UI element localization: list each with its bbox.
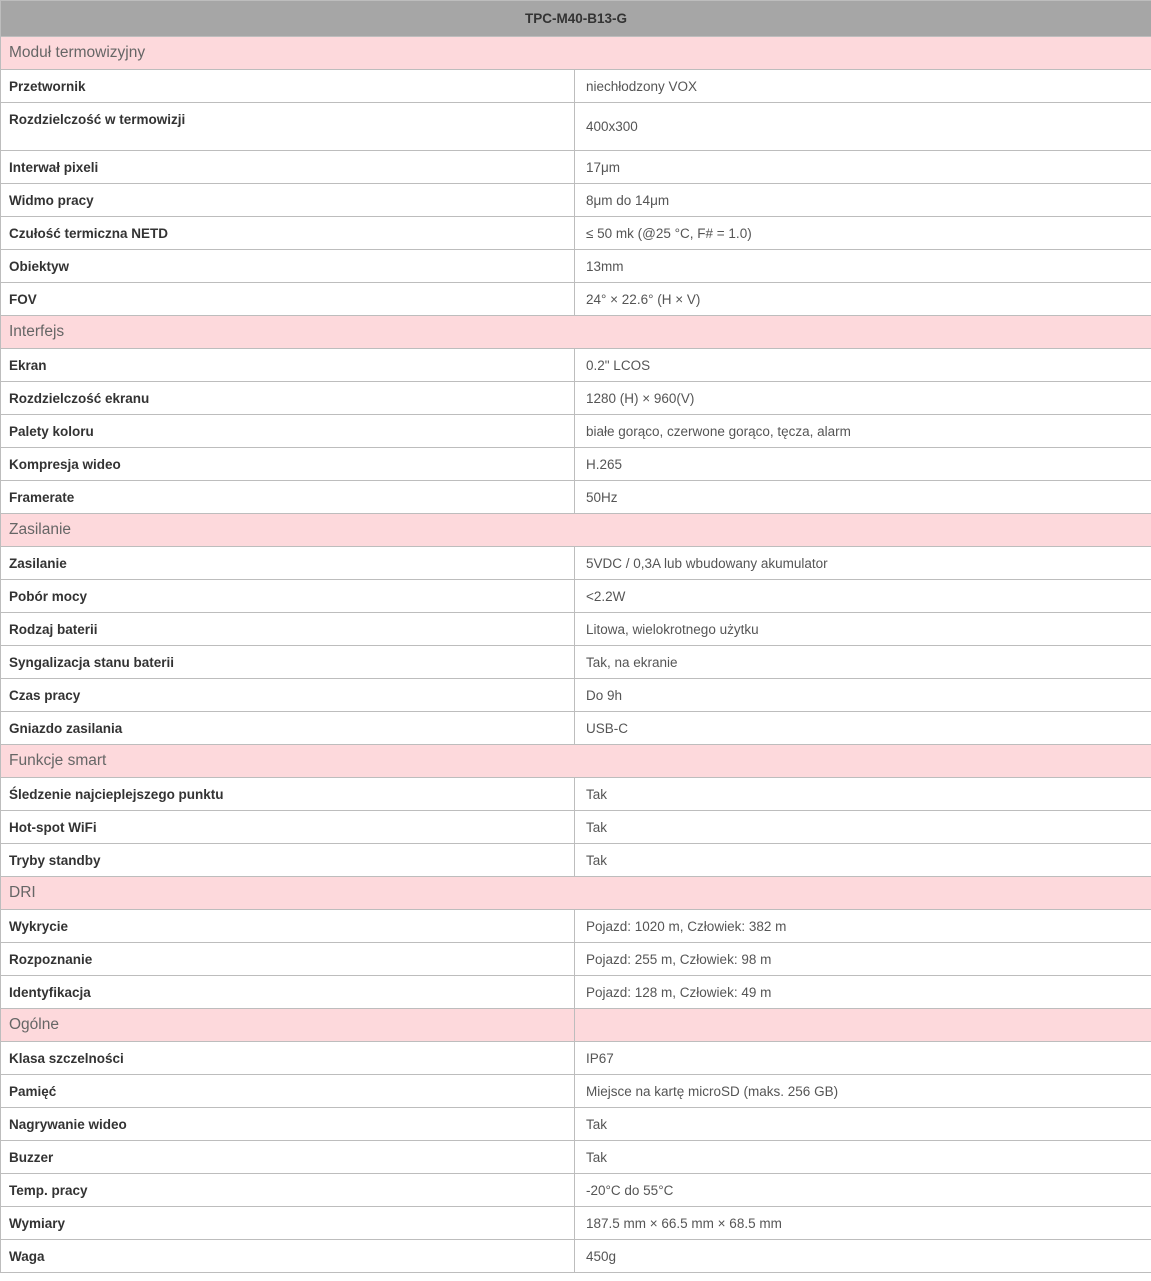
spec-value: Tak, na ekranie (575, 646, 1151, 679)
spec-label: Tryby standby (1, 844, 575, 877)
spec-value: Pojazd: 255 m, Człowiek: 98 m (575, 943, 1151, 976)
table-row (1, 580, 1151, 613)
spec-value: 1280 (H) × 960(V) (575, 382, 1151, 415)
spec-value: Do 9h (575, 679, 1151, 712)
spec-value: 17μm (575, 151, 1151, 184)
section-header (1, 514, 1151, 547)
spec-body (1, 37, 1151, 1273)
table-row (1, 811, 1151, 844)
section-title: Funkcje smart (1, 745, 1151, 778)
table-row (1, 415, 1151, 448)
section-title: DRI (1, 877, 1151, 910)
spec-label: Wymiary (1, 1207, 575, 1240)
table-row (1, 976, 1151, 1009)
table-row (1, 1108, 1151, 1141)
table-row (1, 712, 1151, 745)
spec-label: Temp. pracy (1, 1174, 575, 1207)
section-header (1, 745, 1151, 778)
spec-value: H.265 (575, 448, 1151, 481)
spec-label: Framerate (1, 481, 575, 514)
table-row (1, 448, 1151, 481)
spec-value: 450g (575, 1240, 1151, 1273)
spec-value: białe gorąco, czerwone gorąco, tęcza, alarm (575, 415, 1151, 448)
spec-label: Waga (1, 1240, 575, 1273)
section-title: Interfejs (1, 316, 1151, 349)
spec-label: Syngalizacja stanu baterii (1, 646, 575, 679)
table-row (1, 844, 1151, 877)
table-row (1, 217, 1151, 250)
spec-label: Wykrycie (1, 910, 575, 943)
spec-value: Tak (575, 1108, 1151, 1141)
spec-value: IP67 (575, 1042, 1151, 1075)
table-row (1, 382, 1151, 415)
table-row (1, 1042, 1151, 1075)
section-header (1, 37, 1151, 70)
spec-label: Ekran (1, 349, 575, 382)
spec-value: 24° × 22.6° (H × V) (575, 283, 1151, 316)
spec-value: Litowa, wielokrotnego użytku (575, 613, 1151, 646)
table-row (1, 943, 1151, 976)
spec-value: Pojazd: 1020 m, Człowiek: 382 m (575, 910, 1151, 943)
spec-label: Klasa szczelności (1, 1042, 575, 1075)
spec-value: 13mm (575, 250, 1151, 283)
table-row (1, 679, 1151, 712)
spec-label: Interwał pixeli (1, 151, 575, 184)
spec-label: Zasilanie (1, 547, 575, 580)
spec-value: ≤ 50 mk (@25 °C, F# = 1.0) (575, 217, 1151, 250)
table-row (1, 250, 1151, 283)
spec-value: -20°C do 55°C (575, 1174, 1151, 1207)
table-row (1, 1207, 1151, 1240)
spec-label: Pamięć (1, 1075, 575, 1108)
table-row (1, 481, 1151, 514)
table-row (1, 184, 1151, 217)
spec-value: <2.2W (575, 580, 1151, 613)
table-row (1, 1174, 1151, 1207)
table-row (1, 1141, 1151, 1174)
spec-value: Tak (575, 811, 1151, 844)
table-title: TPC-M40-B13-G (1, 1, 1151, 37)
spec-value: 187.5 mm × 66.5 mm × 68.5 mm (575, 1207, 1151, 1240)
spec-value: Miejsce na kartę microSD (maks. 256 GB) (575, 1075, 1151, 1108)
spec-value: 400x300 (575, 103, 1151, 151)
section-title: Zasilanie (1, 514, 1151, 547)
spec-label: Buzzer (1, 1141, 575, 1174)
section-header (1, 316, 1151, 349)
spec-value: USB-C (575, 712, 1151, 745)
spec-label: Gniazdo zasilania (1, 712, 575, 745)
spec-value: 50Hz (575, 481, 1151, 514)
spec-label: Palety koloru (1, 415, 575, 448)
spec-label: Rozpoznanie (1, 943, 575, 976)
table-row (1, 547, 1151, 580)
spec-label: Śledzenie najcieplejszego punktu (1, 778, 575, 811)
spec-value: Tak (575, 1141, 1151, 1174)
section-header (1, 877, 1151, 910)
spec-label: Kompresja wideo (1, 448, 575, 481)
table-row (1, 283, 1151, 316)
table-row (1, 613, 1151, 646)
spec-label: Rodzaj baterii (1, 613, 575, 646)
spec-label: Nagrywanie wideo (1, 1108, 575, 1141)
section-title: Ogólne (1, 1009, 575, 1042)
spec-value: 0.2" LCOS (575, 349, 1151, 382)
section-title-blank (575, 1009, 1151, 1042)
spec-label: Rozdzielczość w termowizji (1, 103, 575, 151)
table-row (1, 1240, 1151, 1273)
table-row (1, 1075, 1151, 1108)
spec-label: Przetwornik (1, 70, 575, 103)
spec-value: niechłodzony VOX (575, 70, 1151, 103)
spec-label: Obiektyw (1, 250, 575, 283)
table-row (1, 70, 1151, 103)
spec-label: Hot-spot WiFi (1, 811, 575, 844)
section-header (1, 1009, 1151, 1042)
spec-label: Rozdzielczość ekranu (1, 382, 575, 415)
spec-label: FOV (1, 283, 575, 316)
table-row (1, 646, 1151, 679)
spec-value: Pojazd: 128 m, Człowiek: 49 m (575, 976, 1151, 1009)
spec-value: 8μm do 14μm (575, 184, 1151, 217)
spec-value: Tak (575, 844, 1151, 877)
title-row (1, 1, 1151, 37)
spec-value: 5VDC / 0,3A lub wbudowany akumulator (575, 547, 1151, 580)
spec-label: Identyfikacja (1, 976, 575, 1009)
spec-label: Widmo pracy (1, 184, 575, 217)
spec-value: Tak (575, 778, 1151, 811)
table-row (1, 349, 1151, 382)
spec-label: Pobór mocy (1, 580, 575, 613)
section-title: Moduł termowizyjny (1, 37, 1151, 70)
spec-label: Czas pracy (1, 679, 575, 712)
table-row (1, 103, 1151, 151)
table-row (1, 778, 1151, 811)
table-row (1, 910, 1151, 943)
spec-label: Czułość termiczna NETD (1, 217, 575, 250)
table-row (1, 151, 1151, 184)
